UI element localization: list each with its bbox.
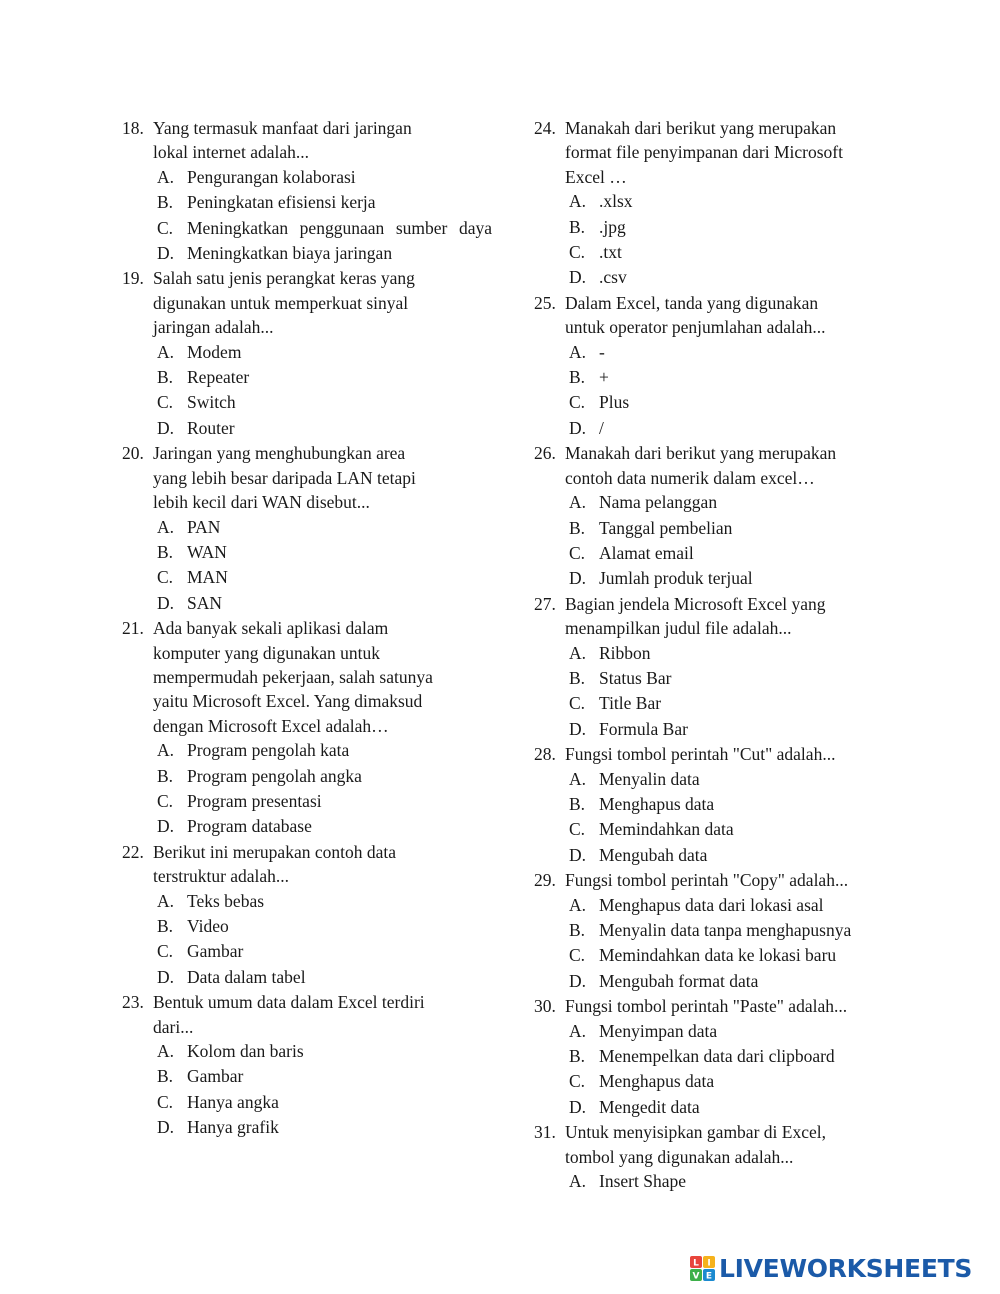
- question-23: [122, 990, 492, 1140]
- option-b[interactable]: [153, 540, 492, 565]
- option-text: Gambar: [187, 941, 244, 962]
- options-list: [565, 340, 906, 442]
- option-text: Kolom dan baris: [187, 1041, 304, 1062]
- option-c[interactable]: [565, 541, 906, 566]
- option-letter: D.: [569, 718, 587, 739]
- option-letter: A.: [157, 890, 175, 911]
- option-b[interactable]: [153, 1064, 492, 1089]
- option-d[interactable]: [565, 1095, 906, 1120]
- option-letter: A.: [569, 894, 587, 915]
- option-a[interactable]: [153, 1039, 492, 1064]
- option-letter: B.: [157, 916, 174, 936]
- question-31: [534, 1120, 906, 1194]
- question-text-line: Berikut ini merupakan contoh data: [153, 841, 396, 862]
- question-number: 19.: [122, 268, 144, 289]
- option-text: Tanggal pembelian: [599, 517, 733, 538]
- option-b[interactable]: [565, 918, 906, 943]
- options-list: [565, 1169, 906, 1194]
- option-letter: A.: [157, 166, 175, 187]
- option-text: Mengedit data: [599, 1096, 700, 1117]
- question-text-line: Excel …: [565, 166, 627, 187]
- option-text: Hanya angka: [187, 1091, 279, 1112]
- option-letter: C.: [157, 941, 174, 962]
- option-a[interactable]: [565, 189, 906, 214]
- question-30: [534, 994, 906, 1120]
- option-text: Meningkatkan biaya jaringan: [187, 243, 393, 264]
- svg-text:E: E: [705, 1271, 713, 1282]
- option-letter: A.: [569, 1020, 587, 1041]
- option-text: .xlsx: [599, 191, 633, 212]
- option-text: Teks bebas: [187, 890, 265, 911]
- option-text: Peningkatan efisiensi kerja: [187, 192, 376, 213]
- question-number: 22.: [122, 841, 144, 862]
- options-list: [565, 641, 906, 743]
- question-text-line: Untuk menyisipkan gambar di Excel,: [565, 1122, 826, 1143]
- option-b[interactable]: [565, 365, 906, 390]
- options-list: [565, 189, 906, 291]
- right-column: [534, 116, 906, 1194]
- option-text: Menghapus data dari lokasi asal: [599, 894, 824, 915]
- option-letter: A.: [157, 341, 175, 362]
- option-text: Switch: [187, 392, 236, 413]
- option-text: Data dalam tabel: [187, 966, 306, 987]
- question-text-line: lebih kecil dari WAN disebut...: [153, 492, 370, 513]
- question-text-line: Fungsi tombol perintah "Cut" adalah...: [565, 744, 836, 765]
- option-letter: A.: [569, 642, 587, 663]
- option-text: Formula Bar: [599, 718, 688, 739]
- question-22: [122, 840, 492, 990]
- question-number: 25.: [534, 292, 556, 313]
- option-letter: A.: [157, 740, 175, 761]
- option-c[interactable]: [565, 240, 906, 265]
- option-text: Router: [187, 417, 235, 438]
- question-text-line: Fungsi tombol perintah "Paste" adalah...: [565, 996, 848, 1017]
- question-text-line: dari...: [153, 1016, 194, 1037]
- question-text-line: Dalam Excel, tanda yang digunakan: [565, 292, 819, 313]
- option-letter: B.: [157, 765, 174, 786]
- option-a[interactable]: [565, 1169, 906, 1194]
- option-letter: A.: [569, 768, 587, 789]
- option-a[interactable]: [565, 767, 906, 792]
- option-letter: B.: [157, 192, 174, 213]
- question-text-line: komputer yang digunakan untuk: [153, 642, 380, 663]
- option-text: Program pengolah angka: [187, 765, 362, 786]
- option-text: Alamat email: [599, 542, 694, 563]
- question-text-line: jaringan adalah...: [153, 317, 274, 338]
- question-text-line: yaitu Microsoft Excel. Yang dimaksud: [153, 691, 423, 712]
- option-letter: C.: [157, 392, 174, 413]
- option-b[interactable]: [565, 215, 906, 240]
- option-b[interactable]: [153, 365, 492, 390]
- brand-icon-square: [690, 1269, 702, 1282]
- option-letter: D.: [569, 267, 587, 288]
- option-c[interactable]: [153, 390, 492, 415]
- question-text-line: terstruktur adalah...: [153, 866, 290, 887]
- option-letter: C.: [157, 567, 174, 588]
- options-list: [565, 893, 906, 995]
- question-26: [534, 441, 906, 591]
- option-d[interactable]: [565, 717, 906, 742]
- option-text: Meningkatkan penggunaan sumber daya: [187, 217, 492, 238]
- option-text: Video: [187, 916, 229, 936]
- question-number: 21.: [122, 618, 144, 639]
- option-a[interactable]: [565, 893, 906, 918]
- option-text: Insert Shape: [599, 1171, 686, 1192]
- question-18: [122, 116, 492, 266]
- option-text: PAN: [187, 516, 221, 537]
- option-b[interactable]: [565, 666, 906, 691]
- option-text: Nama pelanggan: [599, 492, 718, 513]
- option-letter: D.: [569, 1096, 587, 1117]
- option-text: Gambar: [187, 1066, 244, 1087]
- question-number: 24.: [534, 118, 556, 138]
- option-letter: C.: [569, 819, 586, 840]
- brand-icon-square: [690, 1256, 702, 1269]
- option-letter: C.: [569, 945, 586, 966]
- option-letter: C.: [569, 242, 586, 263]
- option-c[interactable]: [153, 565, 492, 590]
- option-c[interactable]: [565, 817, 906, 842]
- option-letter: D.: [157, 243, 175, 264]
- option-letter: B.: [157, 367, 174, 388]
- option-letter: A.: [157, 516, 175, 537]
- option-c[interactable]: [153, 1090, 492, 1115]
- question-number: 30.: [534, 996, 556, 1017]
- option-text: .jpg: [599, 216, 626, 237]
- option-d[interactable]: [565, 969, 906, 994]
- question-text-line: untuk operator penjumlahan adalah...: [565, 317, 826, 338]
- option-text: Menempelkan data dari clipboard: [599, 1046, 835, 1067]
- options-list: [565, 767, 906, 869]
- option-letter: D.: [569, 568, 587, 589]
- question-number: 28.: [534, 744, 556, 765]
- option-a[interactable]: [153, 738, 492, 763]
- option-letter: C.: [569, 542, 586, 563]
- option-letter: B.: [157, 541, 174, 562]
- option-d[interactable]: [153, 241, 492, 266]
- question-text-line: Fungsi tombol perintah "Copy" adalah...: [565, 870, 849, 891]
- liveworksheets-icon: [690, 1256, 716, 1282]
- question-25: [534, 291, 906, 441]
- option-letter: B.: [569, 367, 586, 388]
- option-text: Title Bar: [599, 693, 662, 714]
- option-c[interactable]: [565, 943, 906, 968]
- option-d[interactable]: [565, 566, 906, 591]
- question-number: 31.: [534, 1122, 556, 1143]
- option-text: Memindahkan data: [599, 819, 734, 840]
- question-text-line: Bagian jendela Microsoft Excel yang: [565, 593, 826, 614]
- option-a[interactable]: [153, 515, 492, 540]
- options-list: [565, 1019, 906, 1121]
- question-text-line: Ada banyak sekali aplikasi dalam: [153, 618, 389, 639]
- question-number: 27.: [534, 593, 556, 614]
- left-column: [122, 116, 492, 1141]
- option-letter: C.: [569, 693, 586, 714]
- option-letter: C.: [157, 790, 174, 811]
- option-text: Menghapus data: [599, 793, 715, 814]
- option-c[interactable]: [565, 1069, 906, 1094]
- question-text-line: yang lebih besar daripada LAN tetapi: [153, 467, 416, 488]
- option-text: Hanya grafik: [187, 1117, 279, 1138]
- option-letter: D.: [157, 1117, 175, 1138]
- option-text: -: [599, 341, 605, 362]
- option-d[interactable]: [153, 416, 492, 441]
- option-a[interactable]: [565, 490, 906, 515]
- question-text-line: Jaringan yang menghubungkan area: [153, 443, 406, 464]
- option-text: .txt: [599, 242, 622, 263]
- question-text-line: Manakah dari berikut yang merupakan: [565, 443, 837, 464]
- option-text: Memindahkan data ke lokasi baru: [599, 945, 837, 966]
- option-a[interactable]: [153, 165, 492, 190]
- liveworksheets-logo: [690, 1252, 972, 1286]
- options-list: [153, 515, 492, 617]
- options-list: [153, 889, 492, 991]
- question-21: [122, 616, 492, 840]
- option-letter: D.: [569, 417, 587, 438]
- option-letter: B.: [157, 1066, 174, 1087]
- question-text-line: digunakan untuk memperkuat sinyal: [153, 292, 409, 313]
- svg-text:I: I: [707, 1258, 711, 1269]
- option-b[interactable]: [153, 190, 492, 215]
- option-text: SAN: [187, 592, 223, 613]
- question-text-line: tombol yang digunakan adalah...: [565, 1146, 794, 1167]
- option-text: Modem: [187, 341, 242, 362]
- option-b[interactable]: [153, 914, 492, 939]
- question-28: [534, 742, 906, 868]
- option-letter: A.: [569, 341, 587, 362]
- option-d[interactable]: [153, 591, 492, 616]
- options-list: [153, 165, 492, 267]
- svg-text:L: L: [693, 1258, 699, 1269]
- option-letter: B.: [569, 793, 586, 814]
- option-d[interactable]: [153, 814, 492, 839]
- question-20: [122, 441, 492, 616]
- option-text: Menyalin data: [599, 768, 700, 789]
- options-list: [153, 340, 492, 442]
- option-a[interactable]: [565, 641, 906, 666]
- option-letter: D.: [569, 844, 587, 865]
- option-c[interactable]: [153, 789, 492, 814]
- option-b[interactable]: [565, 516, 906, 541]
- option-text: Mengubah format data: [599, 970, 759, 991]
- brand-icon-square: [703, 1269, 715, 1282]
- option-letter: C.: [569, 392, 586, 413]
- question-text-line: Manakah dari berikut yang merupakan: [565, 118, 837, 138]
- option-text: Ribbon: [599, 642, 651, 663]
- option-text: +: [599, 367, 609, 388]
- option-text: /: [599, 417, 604, 438]
- option-text: Program pengolah kata: [187, 740, 350, 761]
- option-letter: C.: [157, 1091, 174, 1112]
- option-letter: B.: [569, 216, 586, 237]
- question-number: 29.: [534, 870, 556, 891]
- option-text: Jumlah produk terjual: [599, 568, 753, 589]
- question-text-line: contoh data numerik dalam excel…: [565, 467, 815, 488]
- options-list: [153, 1039, 492, 1141]
- question-number: 20.: [122, 443, 144, 464]
- option-text: Program database: [187, 816, 312, 837]
- brand-icon-square: [703, 1256, 715, 1269]
- option-text: Menyalin data tanpa menghapusnya: [599, 920, 852, 940]
- option-c[interactable]: [153, 939, 492, 964]
- question-number: 18.: [122, 118, 144, 138]
- option-letter: A.: [569, 492, 587, 513]
- options-list: [565, 490, 906, 592]
- option-letter: A.: [157, 1041, 175, 1062]
- option-c[interactable]: [153, 216, 492, 241]
- option-letter: C.: [569, 1071, 586, 1092]
- option-d[interactable]: [153, 965, 492, 990]
- option-letter: B.: [569, 920, 586, 940]
- question-19: [122, 266, 492, 441]
- option-text: Repeater: [187, 367, 250, 388]
- question-29: [534, 868, 906, 994]
- option-d[interactable]: [565, 416, 906, 441]
- option-letter: D.: [157, 816, 175, 837]
- option-text: Status Bar: [599, 667, 672, 688]
- option-letter: A.: [569, 191, 587, 212]
- option-letter: D.: [157, 417, 175, 438]
- question-text-line: menampilkan judul file adalah...: [565, 618, 792, 639]
- question-text-line: Bentuk umum data dalam Excel terdiri: [153, 992, 425, 1013]
- option-letter: B.: [569, 1046, 586, 1067]
- option-a[interactable]: [153, 889, 492, 914]
- option-c[interactable]: [565, 691, 906, 716]
- option-text: .csv: [599, 267, 627, 288]
- question-number: 23.: [122, 992, 144, 1013]
- option-letter: B.: [569, 517, 586, 538]
- question-number: 26.: [534, 443, 556, 464]
- option-letter: D.: [157, 592, 175, 613]
- option-b[interactable]: [565, 1044, 906, 1069]
- question-text-line: format file penyimpanan dari Microsoft: [565, 142, 843, 163]
- option-letter: D.: [157, 966, 175, 987]
- option-letter: A.: [569, 1171, 587, 1192]
- option-text: Menyimpan data: [599, 1020, 718, 1041]
- option-letter: D.: [569, 970, 587, 991]
- option-text: Pengurangan kolaborasi: [187, 166, 356, 187]
- question-text-line: Salah satu jenis perangkat keras yang: [153, 268, 415, 289]
- question-text-line: dengan Microsoft Excel adalah…: [153, 715, 389, 736]
- option-d[interactable]: [565, 265, 906, 290]
- option-letter: B.: [569, 667, 586, 688]
- option-b[interactable]: [153, 764, 492, 789]
- svg-text:V: V: [692, 1271, 700, 1282]
- option-a[interactable]: [565, 1019, 906, 1044]
- question-27: [534, 592, 906, 742]
- question-text-line: mempermudah pekerjaan, salah satunya: [153, 666, 433, 687]
- option-text: Plus: [599, 392, 630, 413]
- options-list: [153, 738, 492, 840]
- option-text: Mengubah data: [599, 844, 708, 865]
- option-d[interactable]: [565, 843, 906, 868]
- brand-text: LIVEWORKSHEETS: [719, 1254, 973, 1283]
- option-text: Menghapus data: [599, 1071, 715, 1092]
- question-24: [534, 116, 906, 291]
- option-d[interactable]: [153, 1115, 492, 1140]
- question-text-line: Yang termasuk manfaat dari jaringan: [153, 118, 412, 138]
- option-a[interactable]: [565, 340, 906, 365]
- question-text-line: lokal internet adalah...: [153, 142, 309, 163]
- option-b[interactable]: [565, 792, 906, 817]
- option-letter: C.: [157, 217, 174, 238]
- option-c[interactable]: [565, 390, 906, 415]
- option-a[interactable]: [153, 340, 492, 365]
- option-text: WAN: [187, 541, 227, 562]
- option-text: Program presentasi: [187, 790, 322, 811]
- option-text: MAN: [187, 567, 228, 588]
